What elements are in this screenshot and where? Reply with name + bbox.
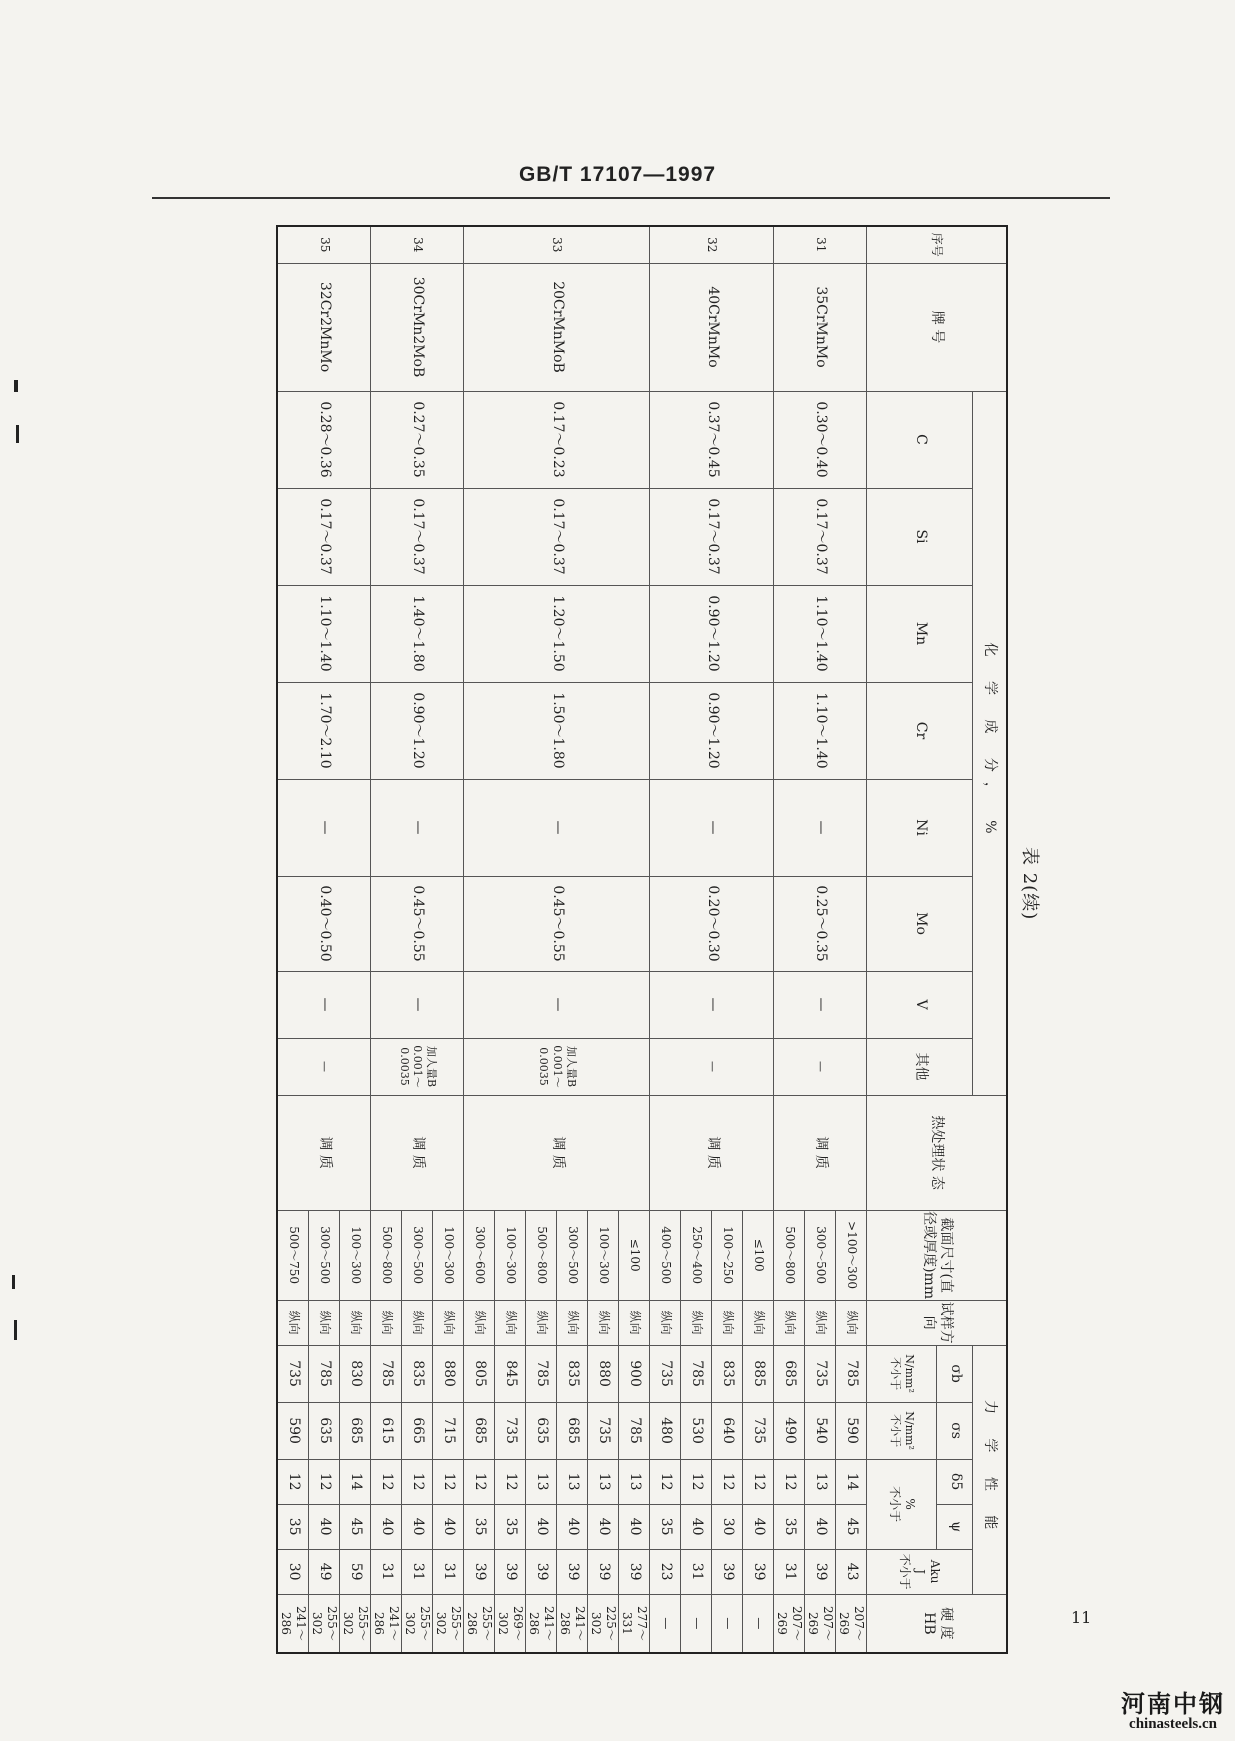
reduction-of-area-cell: 45	[340, 1504, 371, 1549]
table-row	[433, 226, 464, 1653]
v-cell: —	[650, 971, 774, 1038]
yield-strength-cell: 735	[588, 1402, 619, 1459]
hardness-label: 硬 度	[938, 1607, 955, 1640]
hardness-cell: 269～302	[495, 1594, 526, 1653]
impact-energy-cell: 39	[495, 1549, 526, 1594]
site-watermark	[1121, 1692, 1225, 1733]
grade-cell: 35CrMnMo	[774, 263, 867, 391]
sample-direction-cell: 纵向	[495, 1300, 526, 1345]
elongation-cell: 13	[588, 1459, 619, 1504]
sample-direction-cell: 纵向	[309, 1300, 340, 1345]
mn-range-cell: 1.20～1.50	[464, 585, 650, 682]
elongation-cell: 12	[681, 1459, 712, 1504]
section-size-cell: 400～500	[650, 1210, 681, 1300]
yield-strength-cell: 490	[774, 1402, 805, 1459]
scan-mark	[12, 1275, 15, 1289]
scan-mark	[16, 425, 19, 443]
impact-energy-cell: 39	[588, 1549, 619, 1594]
sample-direction-cell: 纵向	[371, 1300, 402, 1345]
sb-unit: N/mm²	[902, 1354, 916, 1393]
grade-cell: 20CrMnMoB	[464, 263, 650, 391]
yield-strength-cell: 530	[681, 1402, 712, 1459]
table-row	[743, 226, 774, 1653]
section-size-cell: 100～300	[495, 1210, 526, 1300]
sample-direction-cell: 纵向	[774, 1300, 805, 1345]
reduction-of-area-cell: 40	[526, 1504, 557, 1549]
ni-cell: —	[650, 779, 774, 876]
elongation-cell: 14	[836, 1459, 867, 1504]
reduction-of-area-cell: 40	[619, 1504, 650, 1549]
grade-cell: 30CrMn2MoB	[371, 263, 464, 391]
yield-strength-cell: 540	[805, 1402, 836, 1459]
impact-energy-cell: 39	[805, 1549, 836, 1594]
section-size-cell: 100～300	[588, 1210, 619, 1300]
impact-energy-cell: 31	[371, 1549, 402, 1594]
hardness-cell: 277～331	[619, 1594, 650, 1653]
sample-direction-cell: 纵向	[464, 1300, 495, 1345]
col-header-sample: 试样方向	[867, 1300, 1007, 1345]
section-size-cell: >100～300	[836, 1210, 867, 1300]
other-element-cell: —	[774, 1038, 867, 1095]
hardness-cell: 241～286	[278, 1594, 310, 1653]
elongation-cell: 12	[495, 1459, 526, 1504]
col-header-aku	[867, 1549, 973, 1594]
section-size-cell: 500～800	[526, 1210, 557, 1300]
elongation-cell: 12	[278, 1459, 310, 1504]
col-header-heat: 热处理状 态	[867, 1095, 1007, 1210]
other-element-cell: —	[650, 1038, 774, 1095]
yield-strength-cell: 685	[557, 1402, 588, 1459]
tensile-strength-cell: 785	[309, 1345, 340, 1402]
hardness-cell: —	[712, 1594, 743, 1653]
watermark-en: chinasteels.cn	[1129, 1716, 1217, 1733]
impact-energy-cell: 31	[774, 1549, 805, 1594]
cr-range-cell: 1.10～1.40	[774, 682, 867, 779]
col-header-grade: 牌 号	[867, 263, 1007, 391]
hardness-cell: —	[743, 1594, 774, 1653]
hardness-cell: 255～286	[464, 1594, 495, 1653]
sb-unit-cell	[867, 1345, 937, 1402]
sample-direction-cell: 纵向	[805, 1300, 836, 1345]
section-size-cell: 300～500	[557, 1210, 588, 1300]
sb-min-label: 不小于	[889, 1357, 902, 1391]
watermark-cn: 河南中钢	[1121, 1690, 1225, 1719]
yield-strength-cell: 685	[340, 1402, 371, 1459]
reduction-of-area-cell: 35	[464, 1504, 495, 1549]
table-caption: 表 2(续)	[1019, 847, 1040, 921]
seq-cell: 35	[278, 226, 372, 263]
hardness-cell: 255～302	[402, 1594, 433, 1653]
hardness-cell: 207～269	[836, 1594, 867, 1653]
reduction-of-area-cell: 40	[309, 1504, 340, 1549]
table-row	[340, 226, 371, 1653]
cr-range-cell: 0.90～1.20	[650, 682, 774, 779]
tensile-strength-cell: 835	[712, 1345, 743, 1402]
col-header-mo: Mo	[867, 876, 973, 971]
elongation-cell: 12	[650, 1459, 681, 1504]
tensile-strength-cell: 835	[557, 1345, 588, 1402]
elongation-cell: 12	[464, 1459, 495, 1504]
hardness-cell: 207～269	[774, 1594, 805, 1653]
elongation-cell: 13	[805, 1459, 836, 1504]
impact-energy-cell: 39	[619, 1549, 650, 1594]
tensile-strength-cell: 835	[402, 1345, 433, 1402]
sample-direction-cell: 纵向	[340, 1300, 371, 1345]
sample-direction-cell: 纵向	[278, 1300, 310, 1345]
impact-energy-cell: 59	[340, 1549, 371, 1594]
elongation-cell: 13	[526, 1459, 557, 1504]
c-range-cell: 0.37～0.45	[650, 391, 774, 488]
tensile-strength-cell: 805	[464, 1345, 495, 1402]
impact-energy-cell: 30	[278, 1549, 310, 1594]
other-element-cell: 加人量B 0.001～0.0035	[371, 1038, 464, 1095]
v-cell: —	[278, 971, 372, 1038]
elongation-cell: 12	[402, 1459, 433, 1504]
aku-unit: J	[913, 1569, 928, 1575]
cr-range-cell: 1.50～1.80	[464, 682, 650, 779]
hardness-cell: 225～302	[588, 1594, 619, 1653]
section-size-cell: 500～800	[371, 1210, 402, 1300]
ni-cell: —	[464, 779, 650, 876]
col-header-v: V	[867, 971, 973, 1038]
yield-strength-cell: 735	[495, 1402, 526, 1459]
tensile-strength-cell: 785	[836, 1345, 867, 1402]
heat-treatment-cell: 调 质	[464, 1095, 650, 1210]
sample-direction-cell: 纵向	[836, 1300, 867, 1345]
reduction-of-area-cell: 40	[402, 1504, 433, 1549]
c-range-cell: 0.30～0.40	[774, 391, 867, 488]
yield-strength-cell: 635	[309, 1402, 340, 1459]
elongation-min-label: 不小于	[888, 1486, 902, 1523]
c-range-cell: 0.27～0.35	[371, 391, 464, 488]
impact-energy-cell: 49	[309, 1549, 340, 1594]
tensile-strength-cell: 735	[278, 1345, 310, 1402]
mn-range-cell: 0.90～1.20	[650, 585, 774, 682]
other-element-cell: 加人量B 0.001～0.0035	[464, 1038, 650, 1095]
reduction-of-area-cell: 40	[588, 1504, 619, 1549]
col-header-ss: σs	[937, 1402, 973, 1459]
tensile-strength-cell: 685	[774, 1345, 805, 1402]
v-cell: —	[464, 971, 650, 1038]
section-size-cell: 300～500	[309, 1210, 340, 1300]
ss-unit: N/mm²	[902, 1411, 916, 1450]
seq-cell: 34	[371, 226, 464, 263]
reduction-of-area-cell: 40	[681, 1504, 712, 1549]
col-header-section: 截面尺寸(直径或厚度)mm	[867, 1210, 1007, 1300]
col-header-d5: δ5	[937, 1459, 973, 1504]
impact-energy-cell: 39	[743, 1549, 774, 1594]
elongation-cell: 12	[712, 1459, 743, 1504]
sample-direction-cell: 纵向	[588, 1300, 619, 1345]
hardness-cell: 255～302	[309, 1594, 340, 1653]
section-size-cell: ≤100	[743, 1210, 774, 1300]
yield-strength-cell: 715	[433, 1402, 464, 1459]
impact-energy-cell: 23	[650, 1549, 681, 1594]
heat-treatment-cell: 调 质	[774, 1095, 867, 1210]
c-range-cell: 0.28～0.36	[278, 391, 372, 488]
mo-range-cell: 0.25～0.35	[774, 876, 867, 971]
sample-direction-cell: 纵向	[402, 1300, 433, 1345]
si-range-cell: 0.17～0.37	[278, 488, 372, 585]
tensile-strength-cell: 880	[588, 1345, 619, 1402]
elongation-cell: 12	[743, 1459, 774, 1504]
tensile-strength-cell: 785	[526, 1345, 557, 1402]
si-range-cell: 0.17～0.37	[774, 488, 867, 585]
standard-code-header: GB/T 17107—1997	[518, 163, 717, 186]
yield-strength-cell: 590	[836, 1402, 867, 1459]
sample-direction-cell: 纵向	[681, 1300, 712, 1345]
reduction-of-area-cell: 40	[433, 1504, 464, 1549]
seq-cell: 31	[774, 226, 867, 263]
reduction-of-area-cell: 30	[712, 1504, 743, 1549]
tensile-strength-cell: 885	[743, 1345, 774, 1402]
header-rule	[152, 197, 1110, 199]
hardness-cell: 241～286	[557, 1594, 588, 1653]
aku-min-label: 不小于	[898, 1553, 913, 1590]
grade-cell: 40CrMnMo	[650, 263, 774, 391]
mo-range-cell: 0.20～0.30	[650, 876, 774, 971]
yield-strength-cell: 615	[371, 1402, 402, 1459]
elongation-cell: 13	[557, 1459, 588, 1504]
col-header-ni: Ni	[867, 779, 973, 876]
other-element-cell: —	[278, 1038, 372, 1095]
impact-energy-cell: 31	[681, 1549, 712, 1594]
elongation-cell: 12	[309, 1459, 340, 1504]
sample-direction-cell: 纵向	[712, 1300, 743, 1345]
c-range-cell: 0.17～0.23	[464, 391, 650, 488]
reduction-of-area-cell: 40	[371, 1504, 402, 1549]
reduction-of-area-cell: 35	[650, 1504, 681, 1549]
mo-range-cell: 0.45～0.55	[371, 876, 464, 971]
reduction-of-area-cell: 40	[743, 1504, 774, 1549]
sample-direction-cell: 纵向	[557, 1300, 588, 1345]
yield-strength-cell: 685	[464, 1402, 495, 1459]
hardness-cell: 255～302	[433, 1594, 464, 1653]
impact-energy-cell: 39	[712, 1549, 743, 1594]
v-cell: —	[774, 971, 867, 1038]
col-header-other: 其他	[867, 1038, 973, 1095]
grade-cell: 32Cr2MnMo	[278, 263, 372, 391]
impact-energy-cell: 39	[557, 1549, 588, 1594]
section-size-cell: 300～600	[464, 1210, 495, 1300]
yield-strength-cell: 640	[712, 1402, 743, 1459]
tensile-strength-cell: 830	[340, 1345, 371, 1402]
aku-symbol: Aku	[928, 1559, 943, 1584]
si-range-cell: 0.17～0.37	[650, 488, 774, 585]
heat-treatment-cell: 调 质	[371, 1095, 464, 1210]
table-row	[836, 226, 867, 1653]
reduction-of-area-cell: 40	[557, 1504, 588, 1549]
reduction-of-area-cell: 35	[774, 1504, 805, 1549]
col-header-cr: Cr	[867, 682, 973, 779]
heat-treatment-cell: 调 质	[278, 1095, 372, 1210]
scan-mark	[14, 1320, 17, 1340]
mn-range-cell: 1.10～1.40	[774, 585, 867, 682]
yield-strength-cell: 635	[526, 1402, 557, 1459]
si-range-cell: 0.17～0.37	[464, 488, 650, 585]
impact-energy-cell: 43	[836, 1549, 867, 1594]
sample-direction-cell: 纵向	[619, 1300, 650, 1345]
sample-direction-cell: 纵向	[650, 1300, 681, 1345]
table-row	[619, 226, 650, 1653]
section-size-cell: 300～500	[402, 1210, 433, 1300]
tensile-strength-cell: 785	[371, 1345, 402, 1402]
section-size-cell: 100～250	[712, 1210, 743, 1300]
seq-cell: 32	[650, 226, 774, 263]
page-number: 11	[1071, 1608, 1092, 1627]
mn-range-cell: 1.40～1.80	[371, 585, 464, 682]
ni-cell: —	[278, 779, 372, 876]
si-range-cell: 0.17～0.37	[371, 488, 464, 585]
cr-range-cell: 1.70～2.10	[278, 682, 372, 779]
mn-range-cell: 1.10～1.40	[278, 585, 372, 682]
impact-energy-cell: 39	[526, 1549, 557, 1594]
col-header-si: Si	[867, 488, 973, 585]
tensile-strength-cell: 880	[433, 1345, 464, 1402]
hardness-cell: 241～286	[526, 1594, 557, 1653]
sample-direction-cell: 纵向	[526, 1300, 557, 1345]
section-size-cell: 100～300	[340, 1210, 371, 1300]
mo-range-cell: 0.45～0.55	[464, 876, 650, 971]
yield-strength-cell: 590	[278, 1402, 310, 1459]
col-header-mn: Mn	[867, 585, 973, 682]
yield-strength-cell: 735	[743, 1402, 774, 1459]
impact-energy-cell: 39	[464, 1549, 495, 1594]
cr-range-cell: 0.90～1.20	[371, 682, 464, 779]
seq-cell: 33	[464, 226, 650, 263]
impact-energy-cell: 31	[402, 1549, 433, 1594]
hardness-cell: 255～302	[340, 1594, 371, 1653]
v-cell: —	[371, 971, 464, 1038]
mo-range-cell: 0.40～0.50	[278, 876, 372, 971]
scan-mark	[14, 380, 18, 392]
tensile-strength-cell: 735	[650, 1345, 681, 1402]
elongation-cell: 12	[774, 1459, 805, 1504]
section-size-cell: ≤100	[619, 1210, 650, 1300]
section-size-cell: 250～400	[681, 1210, 712, 1300]
section-size-cell: 100～300	[433, 1210, 464, 1300]
elongation-unit-cell	[867, 1459, 937, 1549]
elongation-unit: %	[903, 1498, 917, 1510]
spec-table	[277, 225, 1009, 1654]
col-header-hardness	[867, 1594, 1007, 1653]
hardness-cell: 241～286	[371, 1594, 402, 1653]
elongation-cell: 14	[340, 1459, 371, 1504]
tensile-strength-cell: 735	[805, 1345, 836, 1402]
col-header-psi: ψ	[937, 1504, 973, 1549]
yield-strength-cell: 785	[619, 1402, 650, 1459]
hardness-cell: —	[650, 1594, 681, 1653]
reduction-of-area-cell: 40	[805, 1504, 836, 1549]
reduction-of-area-cell: 45	[836, 1504, 867, 1549]
ni-cell: —	[371, 779, 464, 876]
impact-energy-cell: 31	[433, 1549, 464, 1594]
reduction-of-area-cell: 35	[495, 1504, 526, 1549]
tensile-strength-cell: 900	[619, 1345, 650, 1402]
rotated-table-stage	[203, 225, 1048, 1641]
col-header-sb: σb	[937, 1345, 973, 1402]
section-size-cell: 300～500	[805, 1210, 836, 1300]
hardness-cell: —	[681, 1594, 712, 1653]
col-header-c: C	[867, 391, 973, 488]
sample-direction-cell: 纵向	[743, 1300, 774, 1345]
tensile-strength-cell: 845	[495, 1345, 526, 1402]
sample-direction-cell: 纵向	[433, 1300, 464, 1345]
hardness-cell: 207～269	[805, 1594, 836, 1653]
ni-cell: —	[774, 779, 867, 876]
heat-treatment-cell: 调 质	[650, 1095, 774, 1210]
reduction-of-area-cell: 35	[278, 1504, 310, 1549]
section-size-cell: 500～750	[278, 1210, 310, 1300]
elongation-cell: 12	[433, 1459, 464, 1504]
yield-strength-cell: 665	[402, 1402, 433, 1459]
mech-group-header: 力 学 性 能	[973, 1345, 1007, 1594]
chem-group-header: 化 学 成 分， %	[973, 391, 1007, 1095]
elongation-cell: 12	[371, 1459, 402, 1504]
ss-unit-cell	[867, 1402, 937, 1459]
section-size-cell: 500～800	[774, 1210, 805, 1300]
tensile-strength-cell: 785	[681, 1345, 712, 1402]
elongation-cell: 13	[619, 1459, 650, 1504]
yield-strength-cell: 480	[650, 1402, 681, 1459]
ss-min-label: 不小于	[889, 1414, 902, 1448]
col-header-seq: 序号	[867, 226, 1007, 263]
hardness-unit: HB	[920, 1612, 937, 1635]
